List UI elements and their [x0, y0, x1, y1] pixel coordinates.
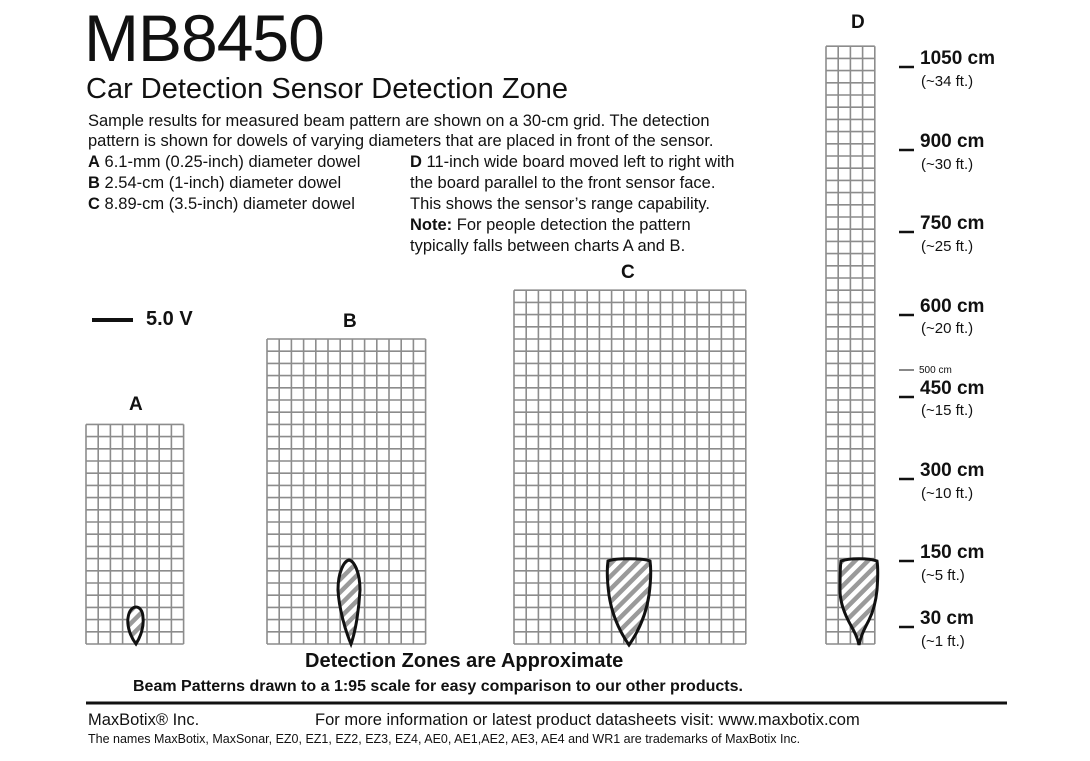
legend-item-b	[88, 173, 341, 194]
intro-line-1: Sample results for measured beam pattern are shown on a 30-cm grid. The detection	[88, 112, 710, 130]
scale-feet-900: (~30 ft.)	[921, 156, 974, 173]
scale-value-450: 450 cm	[920, 378, 985, 399]
chart-label-b: B	[343, 311, 357, 332]
scale-value-750: 750 cm	[920, 213, 985, 234]
legend-text-d-1: 11-inch wide board moved left to right with	[426, 153, 735, 171]
scale-feet-1050: (~34 ft.)	[921, 73, 974, 90]
legend-text-a: 6.1-mm (0.25-inch) diameter dowel	[104, 153, 361, 171]
voltage-label: 5.0 V	[146, 308, 193, 330]
legend-text-b: 2.54-cm (1-inch) diameter dowel	[104, 174, 342, 192]
approximate-notice: Detection Zones are Approximate	[305, 650, 624, 672]
legend-item-d	[410, 152, 734, 173]
note-text-2: typically falls between charts A and B.	[410, 237, 686, 255]
scale-value-900: 900 cm	[920, 131, 985, 152]
legend-key-c: C	[88, 195, 100, 213]
scale-value-300: 300 cm	[920, 460, 985, 481]
legend-key-d: D	[410, 153, 422, 171]
intro-line-2: pattern is shown for dowels of varying diameters that are placed in front of the sensor.	[88, 132, 714, 150]
company-name: MaxBotix® Inc.	[88, 711, 200, 729]
scale-feet-150: (~5 ft.)	[921, 567, 965, 584]
scale-feet-30: (~1 ft.)	[921, 633, 965, 650]
scale-feet-450: (~15 ft.)	[921, 402, 974, 419]
page-title: MB8450	[84, 1, 324, 75]
note-text-1: For people detection the pattern	[456, 216, 691, 234]
legend-item-a	[88, 152, 360, 173]
scale-feet-300: (~10 ft.)	[921, 485, 974, 502]
beam-pattern-a	[128, 607, 143, 644]
legend-key-a: A	[88, 153, 100, 171]
legend-note	[410, 215, 691, 236]
scale-feet-750: (~25 ft.)	[921, 238, 974, 255]
legend-text-d-2: the board parallel to the front sensor face.	[410, 174, 716, 192]
scale-value-150: 150 cm	[920, 542, 985, 563]
legend-item-c	[88, 194, 355, 215]
scale-value-600: 600 cm	[920, 296, 985, 317]
legend-text-c: 8.89-cm (3.5-inch) diameter dowel	[104, 195, 355, 213]
more-info-text: For more information or latest product datasheets visit: www.maxbotix.com	[315, 711, 860, 729]
note-label: Note:	[410, 216, 453, 234]
page-subtitle: Car Detection Sensor Detection Zone	[86, 73, 568, 105]
scale-value-500: 500 cm	[919, 365, 952, 376]
scale-value-1050: 1050 cm	[920, 48, 996, 69]
trademark-notice: The names MaxBotix, MaxSonar, EZ0, EZ1, EZ2, EZ3, EZ4, AE0, AE1,AE2, AE3, AE4 and WR1 are trademarks of MaxBotix Inc.	[88, 732, 801, 746]
chart-label-a: A	[129, 394, 143, 415]
chart-label-d: D	[851, 12, 865, 33]
grid-chart-d	[826, 46, 875, 644]
scale-value-30: 30 cm	[920, 608, 974, 629]
scale-note: Beam Patterns drawn to a 1:95 scale for easy comparison to our other products.	[133, 678, 743, 695]
scale-feet-600: (~20 ft.)	[921, 320, 974, 337]
legend-key-b: B	[88, 174, 100, 192]
chart-label-c: C	[621, 262, 635, 283]
legend-text-d-3: This shows the sensor’s range capability.	[410, 195, 710, 213]
